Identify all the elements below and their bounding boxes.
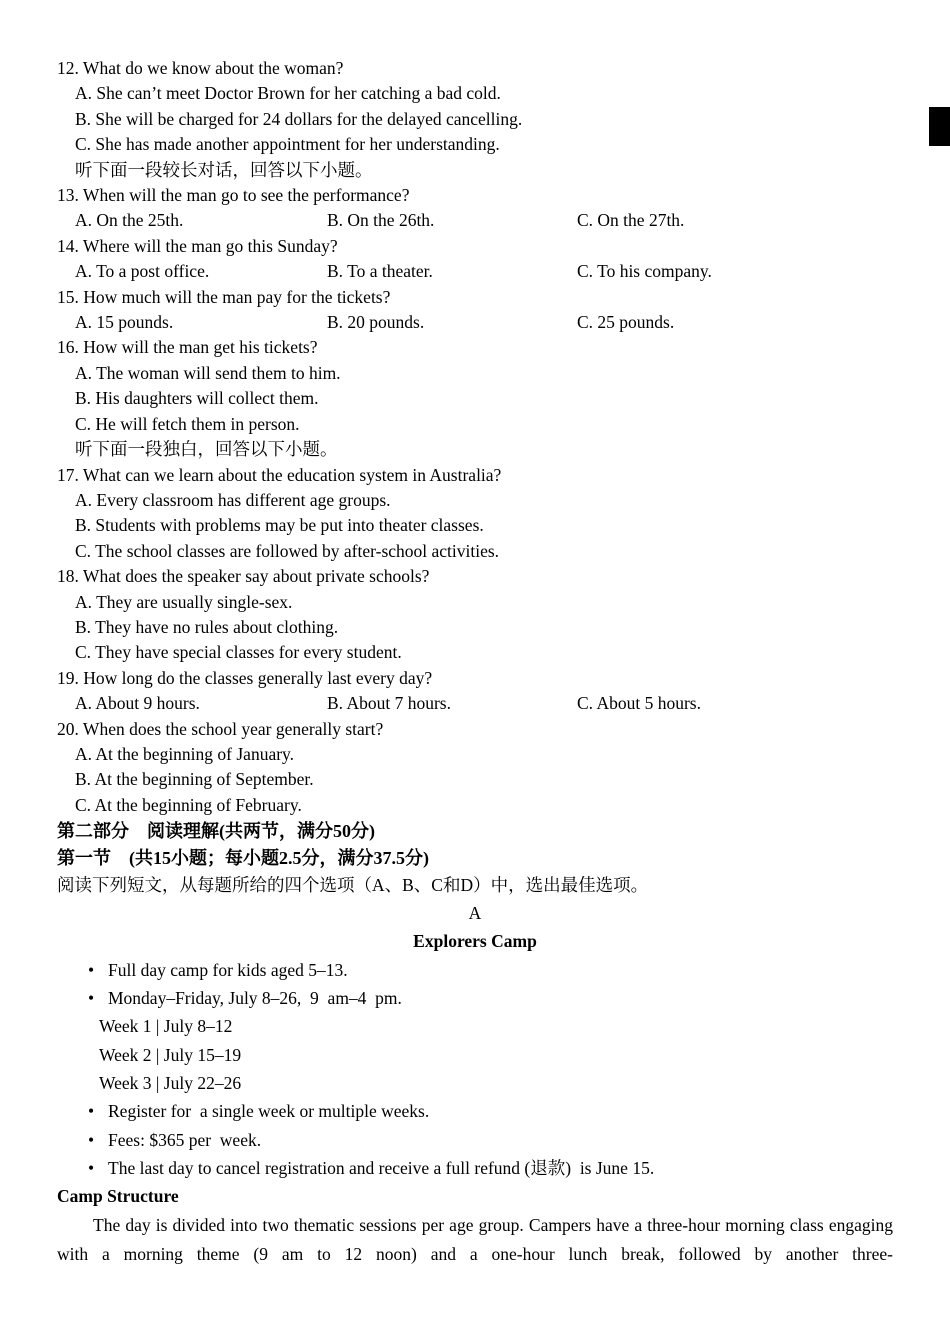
- option: A. At the beginning of January.: [75, 743, 295, 764]
- option: C. She has made another appointment for her understanding.: [75, 134, 500, 155]
- option: C. To his company.: [577, 261, 712, 282]
- bullet-icon: •: [88, 1157, 95, 1178]
- option: B. She will be charged for 24 dollars for the delayed cancelling.: [75, 108, 523, 129]
- bullet-text: Fees: $365 per week.: [108, 1129, 262, 1150]
- option: C. On the 27th.: [577, 210, 685, 231]
- option: B. Students with problems may be put into theater classes.: [75, 515, 484, 536]
- bullet-item: [57, 1126, 893, 1154]
- week-item: Week 2 | July 15–19: [99, 1044, 242, 1065]
- option: B. 20 pounds.: [327, 312, 425, 333]
- option: B. On the 26th.: [327, 210, 435, 231]
- bullet-item: [57, 956, 893, 984]
- bullet-item: [57, 1097, 893, 1125]
- passage-label: A: [468, 903, 482, 924]
- bullet-text: Register for a single week or multiple weeks.: [108, 1101, 430, 1122]
- question-text: 17. What can we learn about the education system in Australia?: [57, 464, 502, 485]
- bullet-icon: •: [88, 1129, 95, 1150]
- option-row: [57, 208, 893, 233]
- option: C. 25 pounds.: [577, 312, 675, 333]
- option: A. To a post office.: [75, 261, 210, 282]
- option: A. Every classroom has different age groups.: [75, 489, 391, 510]
- passage-title: Explorers Camp: [413, 931, 537, 952]
- bullet-item: [57, 984, 893, 1012]
- question-text: 15. How much will the man pay for the tickets?: [57, 286, 391, 307]
- option: B. They have no rules about clothing.: [75, 616, 339, 637]
- option: A. 15 pounds.: [75, 312, 174, 333]
- option-row: [57, 259, 893, 284]
- camp-paragraph: The day is divided into two thematic sessions per age group. Campers have a three-hour morning class engaging with a morning theme (9 am to 12 noon) and a one-hour lunch break, followed by another three-: [57, 1215, 893, 1265]
- question-text: 20. When does the school year generally start?: [57, 718, 384, 739]
- option: A. The woman will send them to him.: [75, 362, 341, 383]
- option: B. His daughters will collect them.: [75, 388, 319, 409]
- bullet-text: The last day to cancel registration and receive a full refund (退款) is June 15.: [108, 1157, 655, 1178]
- question-text: 13. When will the man go to see the performance?: [57, 185, 410, 206]
- option-row: [57, 310, 893, 335]
- option: A. On the 25th.: [75, 210, 184, 231]
- structure-heading: Camp Structure: [57, 1186, 179, 1207]
- option: A. About 9 hours.: [75, 693, 200, 714]
- listening-note: 听下面一段较长对话，回答以下小题。: [75, 159, 373, 180]
- page-content: [57, 56, 893, 1269]
- question-text: 14. Where will the man go this Sunday?: [57, 235, 338, 256]
- part-header: 第二部分 阅读理解(共两节，满分50分): [57, 821, 375, 842]
- option: B. To a theater.: [327, 261, 433, 282]
- question-text: 19. How long do the classes generally last every day?: [57, 667, 433, 688]
- option: B. At the beginning of September.: [75, 769, 314, 790]
- scan-artifact-mark: [929, 107, 950, 146]
- option: C. About 5 hours.: [577, 693, 701, 714]
- option: C. He will fetch them in person.: [75, 413, 300, 434]
- camp-details: [57, 956, 893, 1182]
- week-item: Week 1 | July 8–12: [99, 1016, 233, 1037]
- bullet-text: Monday–Friday, July 8–26, 9 am–4 pm.: [108, 988, 402, 1009]
- bullet-text: Full day camp for kids aged 5–13.: [108, 959, 348, 980]
- question-text: 18. What does the speaker say about private schools?: [57, 566, 430, 587]
- bullet-item: [57, 1154, 893, 1182]
- bullet-icon: •: [88, 959, 95, 980]
- reading-passage: [57, 899, 893, 1269]
- option: B. About 7 hours.: [327, 693, 451, 714]
- option: C. The school classes are followed by after-school activities.: [75, 540, 500, 561]
- option: A. She can’t meet Doctor Brown for her catching a bad cold.: [75, 83, 501, 104]
- section-header: 第一节 (共15小题；每小题2.5分，满分37.5分): [57, 848, 429, 869]
- option: A. They are usually single-sex.: [75, 591, 293, 612]
- bullet-icon: •: [88, 988, 95, 1009]
- listening-note: 听下面一段独白，回答以下小题。: [75, 439, 338, 460]
- question-text: 16. How will the man get his tickets?: [57, 337, 318, 358]
- question-text: 12. What do we know about the woman?: [57, 58, 344, 78]
- bullet-icon: •: [88, 1101, 95, 1122]
- week-item: Week 3 | July 22–26: [99, 1072, 242, 1093]
- option: C. At the beginning of February.: [75, 794, 302, 815]
- instructions: 阅读下列短文，从每题所给的四个选项（A、B、C和D）中，选出最佳选项。: [57, 875, 649, 896]
- listening-section: [57, 56, 893, 818]
- option: C. They have special classes for every student.: [75, 642, 402, 663]
- option-row: [57, 691, 893, 716]
